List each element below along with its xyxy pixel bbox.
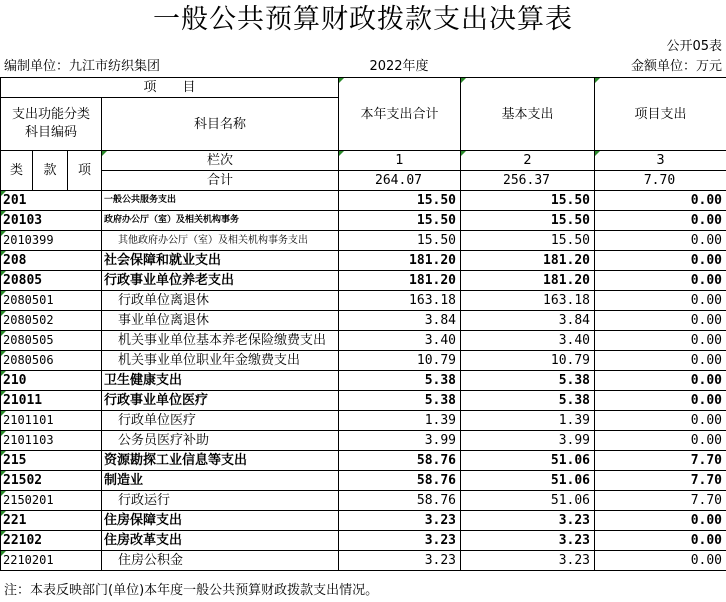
subject-name: 政府办公厅（室）及相关机构事务 xyxy=(102,211,339,231)
table-row xyxy=(1,251,726,271)
project-value: 0.00 xyxy=(595,351,726,371)
meta-row xyxy=(0,57,726,77)
project-value: 7.70 xyxy=(595,471,726,491)
subject-name: 行政事业单位医疗 xyxy=(102,391,339,411)
project-value: 7.70 xyxy=(595,451,726,471)
footnote: 注：本表反映部门(单位)本年度一般公共预算财政拨款支出情况。 xyxy=(4,583,379,598)
total-value: 15.50 xyxy=(339,231,461,251)
subject-name: 制造业 xyxy=(102,471,339,491)
basic-value: 51.06 xyxy=(461,491,595,511)
total-value: 3.23 xyxy=(339,551,461,571)
header-lei: 类 xyxy=(1,151,33,191)
function-code: 2150201 xyxy=(1,491,102,511)
subject-name: 社会保障和就业支出 xyxy=(102,251,339,271)
table-row xyxy=(1,371,726,391)
header-kuan: 款 xyxy=(33,151,68,191)
subject-name: 事业单位离退休 xyxy=(102,311,339,331)
header-col3: 3 xyxy=(595,151,726,171)
subject-name: 行政单位离退休 xyxy=(102,291,339,311)
basic-value: 15.50 xyxy=(461,191,595,211)
table-row xyxy=(1,491,726,511)
header-col1: 1 xyxy=(339,151,461,171)
form-number: 公开05表 xyxy=(666,39,722,54)
basic-value: 163.18 xyxy=(461,291,595,311)
basic-value: 3.23 xyxy=(461,551,595,571)
basic-value: 51.06 xyxy=(461,451,595,471)
table-row xyxy=(1,431,726,451)
subject-name: 机关事业单位基本养老保险缴费支出 xyxy=(102,331,339,351)
header-total: 本年支出合计 xyxy=(339,78,461,151)
project-value: 0.00 xyxy=(595,191,726,211)
project-value: 0.00 xyxy=(595,431,726,451)
reporting-unit: 编制单位：九江市纺织集团 xyxy=(4,59,161,74)
report-title: 一般公共预算财政拨款支出决算表 xyxy=(153,4,573,35)
total-value: 163.18 xyxy=(339,291,461,311)
function-code: 201 xyxy=(1,191,102,211)
header-project: 项 目 xyxy=(1,78,339,98)
total-value: 3.99 xyxy=(339,431,461,451)
subject-name: 卫生健康支出 xyxy=(102,371,339,391)
subject-name: 行政运行 xyxy=(102,491,339,511)
subject-name: 公务员医疗补助 xyxy=(102,431,339,451)
subject-name: 住房公积金 xyxy=(102,551,339,571)
table-row xyxy=(1,471,726,491)
total-value: 10.79 xyxy=(339,351,461,371)
subject-name: 行政单位医疗 xyxy=(102,411,339,431)
total-value: 1.39 xyxy=(339,411,461,431)
function-code: 2080502 xyxy=(1,311,102,331)
header-col2: 2 xyxy=(461,151,595,171)
table-row xyxy=(1,211,726,231)
basic-value: 15.50 xyxy=(461,211,595,231)
header-basic: 基本支出 xyxy=(461,78,595,151)
function-code: 22102 xyxy=(1,531,102,551)
table-row xyxy=(1,311,726,331)
basic-value: 5.38 xyxy=(461,371,595,391)
project-value: 7.70 xyxy=(595,491,726,511)
total-value: 5.38 xyxy=(339,391,461,411)
total-value: 3.40 xyxy=(339,331,461,351)
project-value: 0.00 xyxy=(595,511,726,531)
header-func-code: 支出功能分类 科目编码 xyxy=(1,98,102,151)
project-value: 0.00 xyxy=(595,371,726,391)
header-col-no: 栏次 xyxy=(102,151,339,171)
fiscal-year: 2022年度 xyxy=(369,59,429,74)
subject-name: 住房改革支出 xyxy=(102,531,339,551)
function-code: 21011 xyxy=(1,391,102,411)
basic-value: 3.99 xyxy=(461,431,595,451)
sum-label: 合计 xyxy=(102,171,339,191)
function-code: 2210201 xyxy=(1,551,102,571)
project-value: 0.00 xyxy=(595,411,726,431)
header-project-expense: 项目支出 xyxy=(595,78,726,151)
function-code: 215 xyxy=(1,451,102,471)
table-row xyxy=(1,391,726,411)
table-row xyxy=(1,291,726,311)
function-code: 2101101 xyxy=(1,411,102,431)
basic-value: 3.40 xyxy=(461,331,595,351)
total-value: 3.23 xyxy=(339,531,461,551)
basic-value: 1.39 xyxy=(461,411,595,431)
basic-value: 181.20 xyxy=(461,271,595,291)
function-code: 221 xyxy=(1,511,102,531)
basic-value: 15.50 xyxy=(461,231,595,251)
project-value: 0.00 xyxy=(595,211,726,231)
total-value: 58.76 xyxy=(339,491,461,511)
subject-name: 行政事业单位养老支出 xyxy=(102,271,339,291)
table-row xyxy=(1,551,726,571)
subject-name: 其他政府办公厅（室）及相关机构事务支出 xyxy=(102,231,339,251)
table-row xyxy=(1,451,726,471)
table-row xyxy=(1,511,726,531)
function-code: 2080501 xyxy=(1,291,102,311)
basic-value: 10.79 xyxy=(461,351,595,371)
project-value: 0.00 xyxy=(595,251,726,271)
subject-name: 机关事业单位职业年金缴费支出 xyxy=(102,351,339,371)
basic-value: 181.20 xyxy=(461,251,595,271)
table-row xyxy=(1,531,726,551)
money-unit: 金额单位：万元 xyxy=(630,59,722,74)
project-value: 0.00 xyxy=(595,531,726,551)
function-code: 2080505 xyxy=(1,331,102,351)
table-row xyxy=(1,191,726,211)
total-value: 15.50 xyxy=(339,191,461,211)
basic-value: 3.23 xyxy=(461,511,595,531)
project-value: 0.00 xyxy=(595,391,726,411)
sum-project: 7.70 xyxy=(595,171,726,191)
function-code: 20103 xyxy=(1,211,102,231)
subject-name: 住房保障支出 xyxy=(102,511,339,531)
project-value: 0.00 xyxy=(595,291,726,311)
function-code: 208 xyxy=(1,251,102,271)
total-value: 3.84 xyxy=(339,311,461,331)
basic-value: 5.38 xyxy=(461,391,595,411)
function-code: 2101103 xyxy=(1,431,102,451)
function-code: 210 xyxy=(1,371,102,391)
project-value: 0.00 xyxy=(595,271,726,291)
total-value: 58.76 xyxy=(339,471,461,491)
function-code: 2010399 xyxy=(1,231,102,251)
sum-total: 264.07 xyxy=(339,171,461,191)
total-value: 181.20 xyxy=(339,251,461,271)
total-value: 15.50 xyxy=(339,211,461,231)
subject-name: 资源勘探工业信息等支出 xyxy=(102,451,339,471)
table-row xyxy=(1,271,726,291)
project-value: 0.00 xyxy=(595,311,726,331)
sum-basic: 256.37 xyxy=(461,171,595,191)
project-value: 0.00 xyxy=(595,331,726,351)
table-row xyxy=(1,231,726,251)
function-code: 2080506 xyxy=(1,351,102,371)
total-value: 58.76 xyxy=(339,451,461,471)
function-code: 20805 xyxy=(1,271,102,291)
project-value: 0.00 xyxy=(595,551,726,571)
total-value: 181.20 xyxy=(339,271,461,291)
header-subject-name: 科目名称 xyxy=(102,98,339,151)
table-row xyxy=(1,411,726,431)
basic-value: 3.84 xyxy=(461,311,595,331)
basic-value: 3.23 xyxy=(461,531,595,551)
function-code: 21502 xyxy=(1,471,102,491)
basic-value: 51.06 xyxy=(461,471,595,491)
total-value: 5.38 xyxy=(339,371,461,391)
table-row xyxy=(1,331,726,351)
project-value: 0.00 xyxy=(595,231,726,251)
table-row xyxy=(1,351,726,371)
subject-name: 一般公共服务支出 xyxy=(102,191,339,211)
expenditure-table xyxy=(0,77,726,571)
total-value: 3.23 xyxy=(339,511,461,531)
header-xiang: 项 xyxy=(68,151,102,191)
